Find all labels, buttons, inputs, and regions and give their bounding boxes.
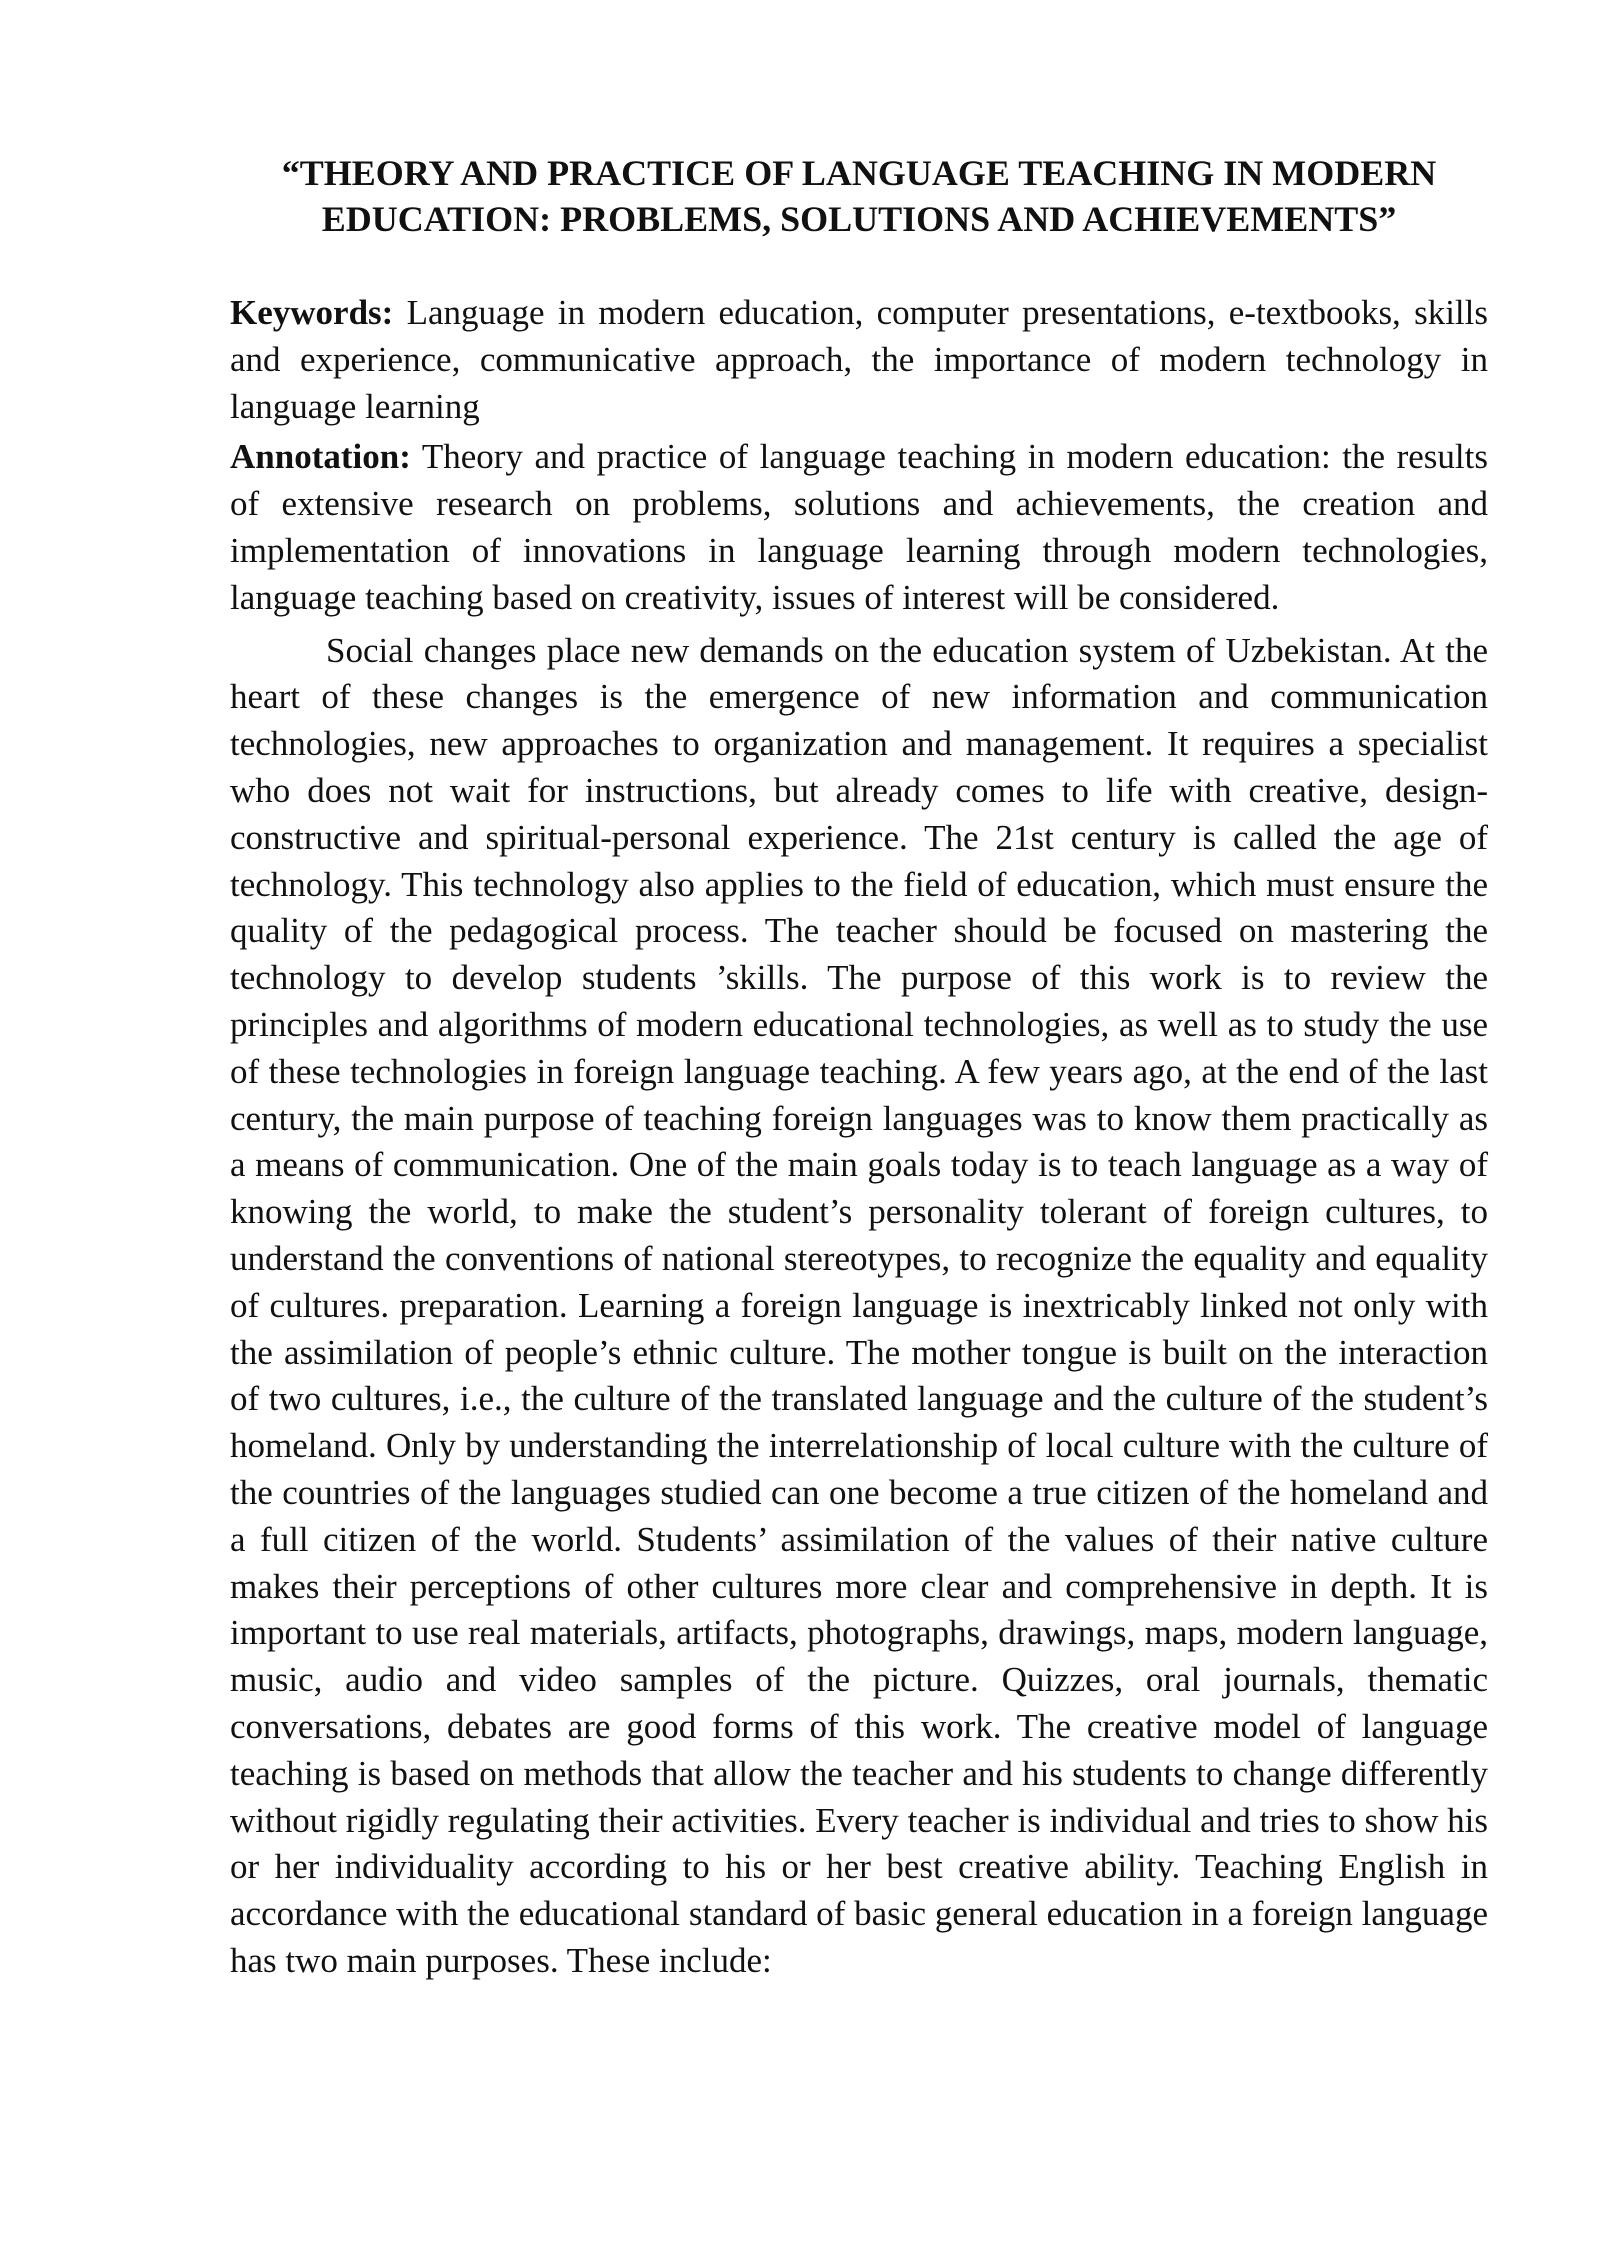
document-title: [230, 150, 1488, 242]
annotation-text: Theory and practice of language teaching in modern education: the results of extensive research on problems, solutions and achievements, the creation and implementation of innovations in language learning through modern technologies, language teaching based on creativity, issues of interest will be considered.: [230, 437, 1489, 617]
annotation-label: Annotation:: [230, 437, 411, 477]
keywords-label: Keywords:: [230, 293, 394, 332]
keywords-text: Language in modern education, computer presentations, e-textbooks, skills and experience, communicative approach, the importance of modern technology in language learning: [230, 293, 1488, 426]
title-line-1: “THEORY AND PRACTICE OF LANGUAGE TEACHING IN MODERN: [281, 153, 1437, 193]
annotation-paragraph: [230, 434, 1488, 621]
body-paragraph: Social changes place new demands on the education system of Uzbekistan. At the heart of these changes is the emergence of new information and communication technologies, new approaches to organization and management. It requires a specialist who does not wait for instructions, but already comes to life with creative, design-constructive and spiritual-personal experience. The 21st century is called the age of technology. This technology also applies to the field of education, which must ensure the quality of the pedagogical process. The teacher should be focused on mastering the technology to develop students ’skills. The purpose of this work is to review the principles and algorithms of modern educational technologies, as well as to study the use of these technologies in foreign language teaching. A few years ago, at the end of the last century, the main purpose of teaching foreign languages was to know them practically as a means of communication. One of the main goals today is to teach language as a way of knowing the world, to make the student’s personality tolerant of foreign cultures, to understand the conventions of national stereotypes, to recognize the equality and equality of cultures. preparation. Learning a foreign language is inextricably linked not only with the assimilation of people’s ethnic culture. The mother tongue is built on the interaction of two cultures, i.e., the culture of the translated language and the culture of the student’s homeland. Only by understanding the interrelationship of local culture with the culture of the countries of the languages studied can one become a true citizen of the homeland and a full citizen of the world. Students’ assimilation of the values of their native culture makes their perceptions of other cultures more clear and comprehensive in depth. It is important to use real materials, artifacts, photographs, drawings, maps, modern language, music, audio and video samples of the picture. Quizzes, oral journals, thematic conversations, debates are good forms of this work. The creative model of language teaching is based on methods that allow the teacher and his students to change differently without rigidly regulating their activities. Every teacher is individual and tries to show his or her individuality according to his or her best creative ability. Teaching English in accordance with the educational standard of basic general education in a foreign language has two main purposes. These include:: [230, 630, 1488, 1980]
keywords-paragraph: [230, 290, 1488, 430]
document-page: [230, 150, 1488, 1989]
title-line-2: EDUCATION: PROBLEMS, SOLUTIONS AND ACHIEVEMENTS”: [321, 199, 1397, 239]
